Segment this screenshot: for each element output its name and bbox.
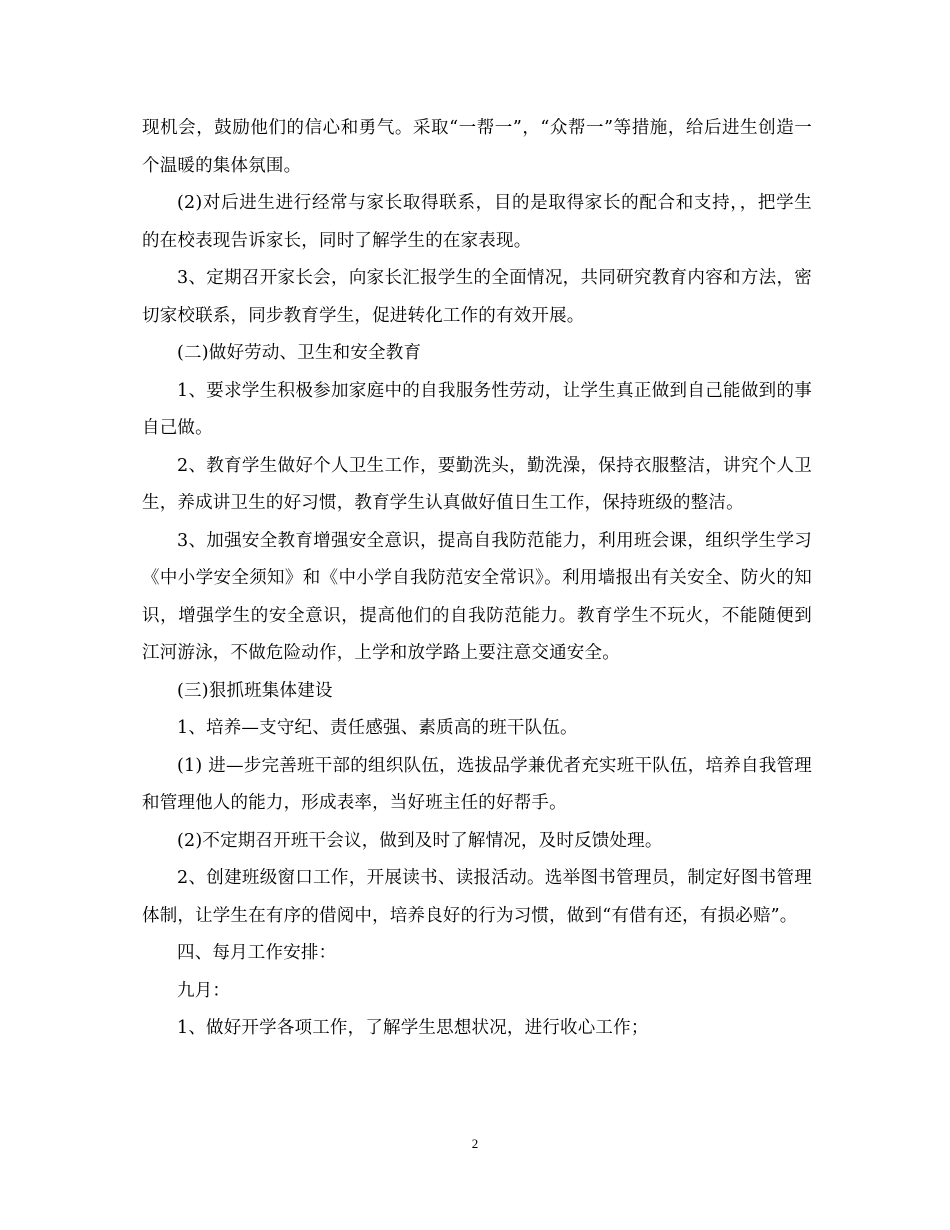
body-text <box>142 110 812 1048</box>
section-heading: 四、每月工作安排： <box>177 943 337 963</box>
paragraph: 3、加强安全教育增强安全意识，提高自我防范能力，利用班会课，组织学生学习《中小学安全须知》和《中小学自我防范安全常识》。利用墙报出有关安全、防火的知识，增强学生的安全意识，提高他们的自我防范能力。教育学生不玩火，不能随便到江河游泳，不做危险动作，上学和放学路上要注意交通安全。 <box>142 530 812 663</box>
paragraph: (1) 进—步完善班干部的组织队伍，选拔品学兼优者充实班干队伍，培养自我管理和管理他人的能力，形成表率，当好班主任的好帮手。 <box>142 755 812 813</box>
paragraph: 2、创建班级窗口工作，开展读书、读报活动。选举图书管理员，制定好图书管理体制，让学生在有序的借阅中，培养良好的行为习惯，做到“有借有还，有损必赔”。 <box>142 868 812 926</box>
section-heading: (三)狠抓班集体建设 <box>177 680 333 701</box>
section-heading: (二)做好劳动、卫生和安全教育 <box>177 343 422 363</box>
paragraph: 3、定期召开家长会，向家长汇报学生的全面情况，共同研究教育内容和方法，密切家校联系，同步教育学生，促进转化工作的有效开展。 <box>142 268 812 326</box>
page-number: 2 <box>471 1136 479 1151</box>
paragraph: 1、要求学生积极参加家庭中的自我服务性劳动，让学生真正做到自己能做到的事自己做。 <box>142 380 812 438</box>
paragraph: (2)不定期召开班干会议，做到及时了解情况，及时反馈处理。 <box>177 830 663 851</box>
paragraph: 现机会，鼓励他们的信心和勇气。采取“一帮一”，“众帮一”等措施，给后进生创造一个温暖的集体氛围。 <box>142 118 812 176</box>
paragraph: 1、做好开学各项工作，了解学生思想状况，进行收心工作； <box>177 1018 649 1038</box>
paragraph: 2、教育学生做好个人卫生工作，要勤洗头，勤洗澡，保持衣服整洁，讲究个人卫生，养成讲卫生的好习惯，教育学生认真做好值日生工作，保持班级的整洁。 <box>142 455 812 513</box>
paragraph: 1、培养—支守纪、责任感强、素质高的班干队伍。 <box>177 718 578 738</box>
paragraph: (2)对后进生进行经常与家长取得联系，目的是取得家长的配合和支持，，把学生的在校表现告诉家长，同时了解学生的在家表现。 <box>142 193 812 251</box>
month-heading: 九月： <box>177 980 231 1001</box>
